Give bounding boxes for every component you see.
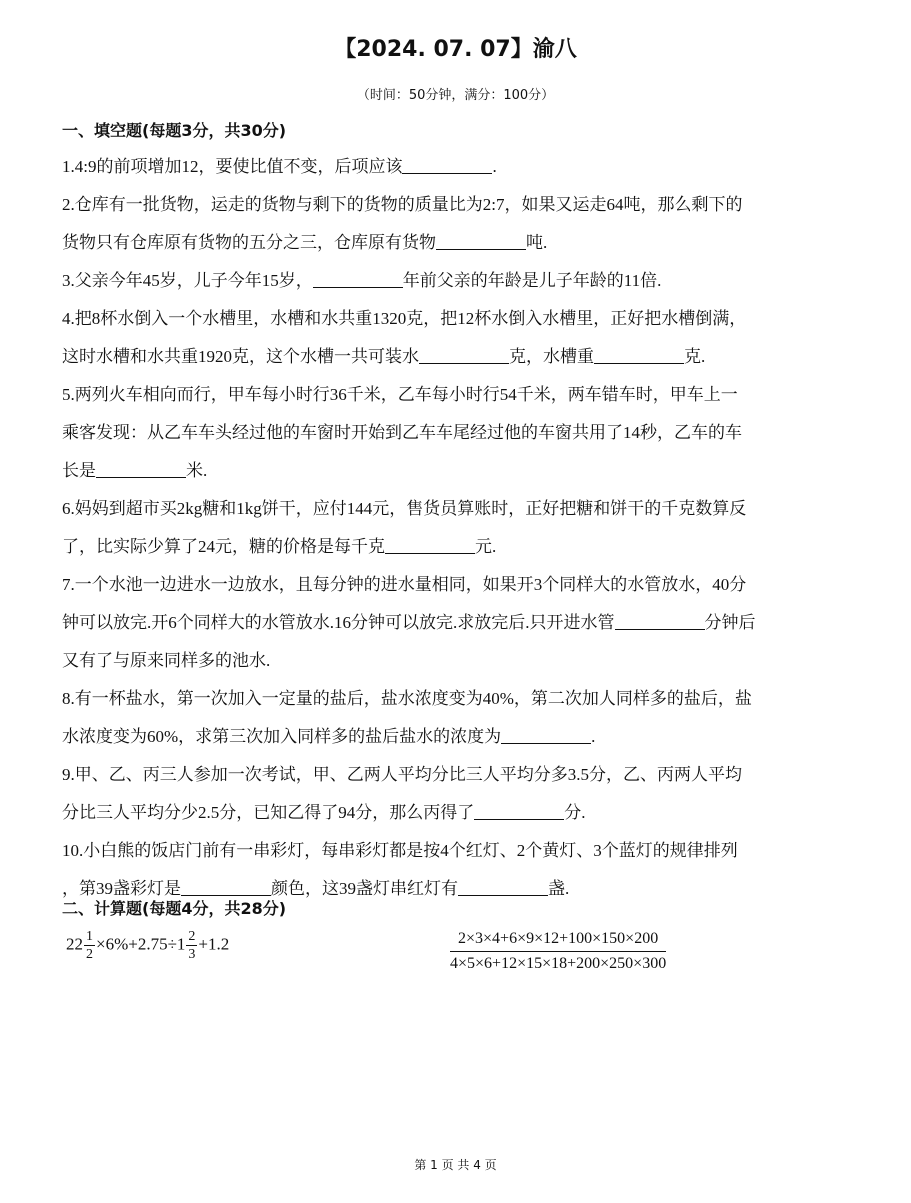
question-text: 长是 bbox=[62, 461, 96, 480]
page-footer: 第 1 页 共 4 页 bbox=[414, 1158, 497, 1172]
question-text: 货物只有仓库原有货物的五分之三，仓库原有货物 bbox=[62, 233, 436, 252]
question-text: 分比三人平均分少2.5分，已知乙得了94分，那么丙得了 bbox=[62, 803, 475, 822]
question-text: 8.有一杯盐水，第一次加入一定量的盐后，盐水浓度变为40%，第二次加人同样多的盐后，盐 bbox=[62, 689, 752, 708]
calc1-fraction-1: $\frac{1}{2}$ bbox=[86, 929, 93, 962]
question-text: . bbox=[591, 727, 596, 746]
question-text: 米. bbox=[186, 461, 208, 480]
question-7 bbox=[62, 566, 852, 680]
section-2-title: 二、计算题(每题4分，共28分) bbox=[62, 899, 287, 918]
answer-blank[interactable] bbox=[419, 345, 509, 364]
answer-blank[interactable] bbox=[313, 269, 403, 288]
calc1-middle: ×6%+2.75÷1 bbox=[96, 934, 186, 954]
question-1 bbox=[62, 148, 852, 186]
answer-blank[interactable] bbox=[436, 231, 526, 250]
question-2 bbox=[62, 186, 852, 262]
answer-blank[interactable] bbox=[474, 801, 564, 820]
question-text: 4.把8杯水倒入一个水槽里，水槽和水共重1320克，把12杯水倒入水槽里，正好把水槽倒满， bbox=[62, 309, 747, 328]
calc1-tail: +1.2 bbox=[198, 934, 230, 954]
question-text: 钟可以放完.开6个同样大的水管放水.16分钟可以放完.求放完后.只开进水管 bbox=[62, 613, 615, 632]
question-text: 元. bbox=[475, 537, 497, 556]
answer-blank[interactable] bbox=[402, 155, 492, 174]
answer-blank[interactable] bbox=[385, 535, 475, 554]
answer-blank[interactable] bbox=[96, 459, 186, 478]
question-3 bbox=[62, 262, 852, 300]
question-text: 水浓度变为60%，求第三次加入同样多的盐后盐水的浓度为 bbox=[62, 727, 502, 746]
question-text: 克. bbox=[684, 347, 706, 366]
question-6 bbox=[62, 490, 852, 566]
question-text: 5.两列火车相向而行，甲车每小时行36千米，乙车每小时行54千米，两车错车时，甲车上一 bbox=[62, 385, 738, 404]
calc1-whole: 22 bbox=[66, 934, 83, 954]
question-text: 分钟后 bbox=[704, 613, 756, 632]
answer-blank[interactable] bbox=[501, 725, 591, 744]
answer-blank[interactable] bbox=[594, 345, 684, 364]
answer-blank[interactable] bbox=[181, 877, 271, 896]
question-text: 克，水槽重 bbox=[509, 347, 594, 366]
answer-blank[interactable] bbox=[458, 877, 548, 896]
calc-problem-2 bbox=[450, 930, 666, 973]
question-8 bbox=[62, 680, 852, 756]
question-text: ，第39盏彩灯是 bbox=[62, 879, 181, 898]
question-text: 10.小白熊的饭店门前有一串彩灯，每串彩灯都是按4个红灯、2个黄灯、3个蓝灯的规律排列 bbox=[62, 841, 738, 860]
question-text: 了，比实际少算了24元，糖的价格是每千克 bbox=[62, 537, 385, 556]
question-text: 乘客发现：从乙车车头经过他的车窗时开始到乙车车尾经过他的车窗共用了14秒，乙车的车 bbox=[62, 423, 742, 442]
question-text: 又有了与原来同样多的池水. bbox=[62, 651, 271, 670]
exam-info: （时间：50分钟，满分：100分） bbox=[356, 88, 555, 103]
question-text: 颜色，这39盏灯串红灯有 bbox=[271, 879, 458, 898]
question-text: 吨. bbox=[526, 233, 548, 252]
question-text: 9.甲、乙、丙三人参加一次考试，甲、乙两人平均分比三人平均分多3.5分，乙、丙两人平均 bbox=[62, 765, 742, 784]
question-text: 1.4:9的前项增加12，要使比值不变，后项应该 bbox=[62, 157, 403, 176]
question-text: 6.妈妈到超市买2kg糖和1kg饼干，应付144元，售货员算账时，正好把糖和饼干的千克数算反 bbox=[62, 499, 747, 518]
calc2-numerator: 2×3×4+6×9×12+100×150×200 bbox=[450, 930, 666, 952]
question-text: 年前父亲的年龄是儿子年龄的11倍. bbox=[402, 271, 662, 290]
question-text: . bbox=[492, 157, 497, 176]
section-1-title: 一、填空题(每题3分，共30分) bbox=[62, 121, 287, 140]
answer-blank[interactable] bbox=[615, 611, 705, 630]
calc1-fraction-2: $\frac{2}{3}$ bbox=[188, 929, 196, 962]
question-text: 7.一个水池一边进水一边放水，且每分钟的进水量相同，如果开3个同样大的水管放水，40分 bbox=[62, 575, 747, 594]
question-5 bbox=[62, 376, 852, 490]
question-text: 分. bbox=[564, 803, 586, 822]
question-text: 2.仓库有一批货物，运走的货物与剩下的货物的质量比为2:7，如果又运走64吨，那么剩下的 bbox=[62, 195, 743, 214]
calc2-denominator: 4×5×6+12×15×18+200×250×300 bbox=[450, 955, 667, 972]
question-4 bbox=[62, 300, 852, 376]
question-text: 盏. bbox=[548, 879, 570, 898]
question-text: 3.父亲今年45岁，儿子今年15岁， bbox=[62, 271, 313, 290]
calc-problem-1 bbox=[66, 928, 229, 963]
question-text: 这时水槽和水共重1920克，这个水槽一共可装水 bbox=[62, 347, 419, 366]
question-9 bbox=[62, 756, 852, 832]
page-title: 【2024. 07. 07】渝八 bbox=[334, 37, 577, 62]
